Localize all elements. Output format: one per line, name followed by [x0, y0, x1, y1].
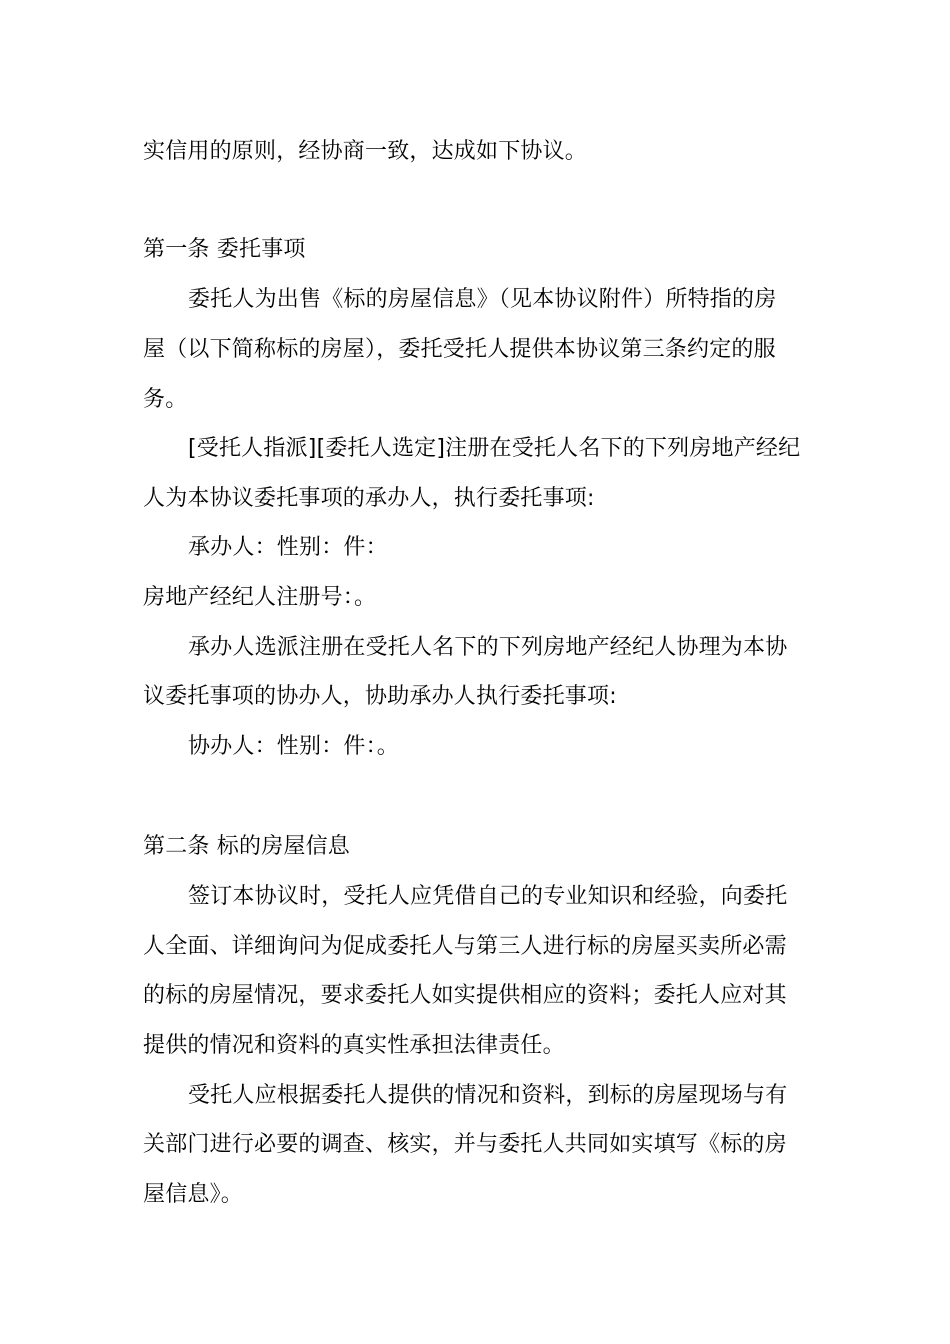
paragraph-line: 议委托事项的协办人，协助承办人执行委托事项: [143, 684, 617, 709]
paragraph-line: 承办人选派注册在受托人名下的下列房地产经纪人协理为本协 [188, 635, 788, 660]
paragraph-line: [受托人指派][委托人选定]注册在受托人名下的下列房地产经纪 [188, 436, 801, 461]
paragraph-line: 屋信息》。 [143, 1182, 244, 1207]
paragraph-line: 提供的情况和资料的真实性承担法律责任。 [143, 1033, 565, 1058]
paragraph-line: 签订本协议时，受托人应凭借自己的专业知识和经验，向委托 [188, 884, 788, 909]
section-heading-2: 第二条 标的房屋信息 [143, 834, 350, 859]
form-field-line: 房地产经纪人注册号：。 [143, 585, 377, 610]
paragraph-line: 的标的房屋情况，要求委托人如实提供相应的资料；委托人应对其 [143, 983, 787, 1008]
form-field-line: 协办人：性别：件：。 [188, 734, 400, 759]
paragraph-line: 委托人为出售《标的房屋信息》（见本协议附件）所特指的房 [188, 287, 777, 312]
paragraph-line: 务。 [143, 387, 188, 412]
paragraph-line: 人全面、详细询问为促成委托人与第三人进行标的房屋买卖所必需 [143, 934, 787, 959]
section-heading-1: 第一条 委托事项 [143, 237, 306, 262]
paragraph-line: 实信用的原则，经协商一致，达成如下协议。 [143, 139, 588, 164]
form-field-line: 承办人：性别：件： [188, 535, 388, 560]
paragraph-line: 关部门进行必要的调查、核实，并与委托人共同如实填写《标的房 [143, 1132, 787, 1157]
paragraph-line: 屋（以下简称标的房屋），委托受托人提供本协议第三条约定的服 [143, 337, 776, 362]
paragraph-line: 受托人应根据委托人提供的情况和资料，到标的房屋现场与有 [188, 1083, 788, 1108]
paragraph-line: 人为本协议委托事项的承办人，执行委托事项: [143, 486, 595, 511]
